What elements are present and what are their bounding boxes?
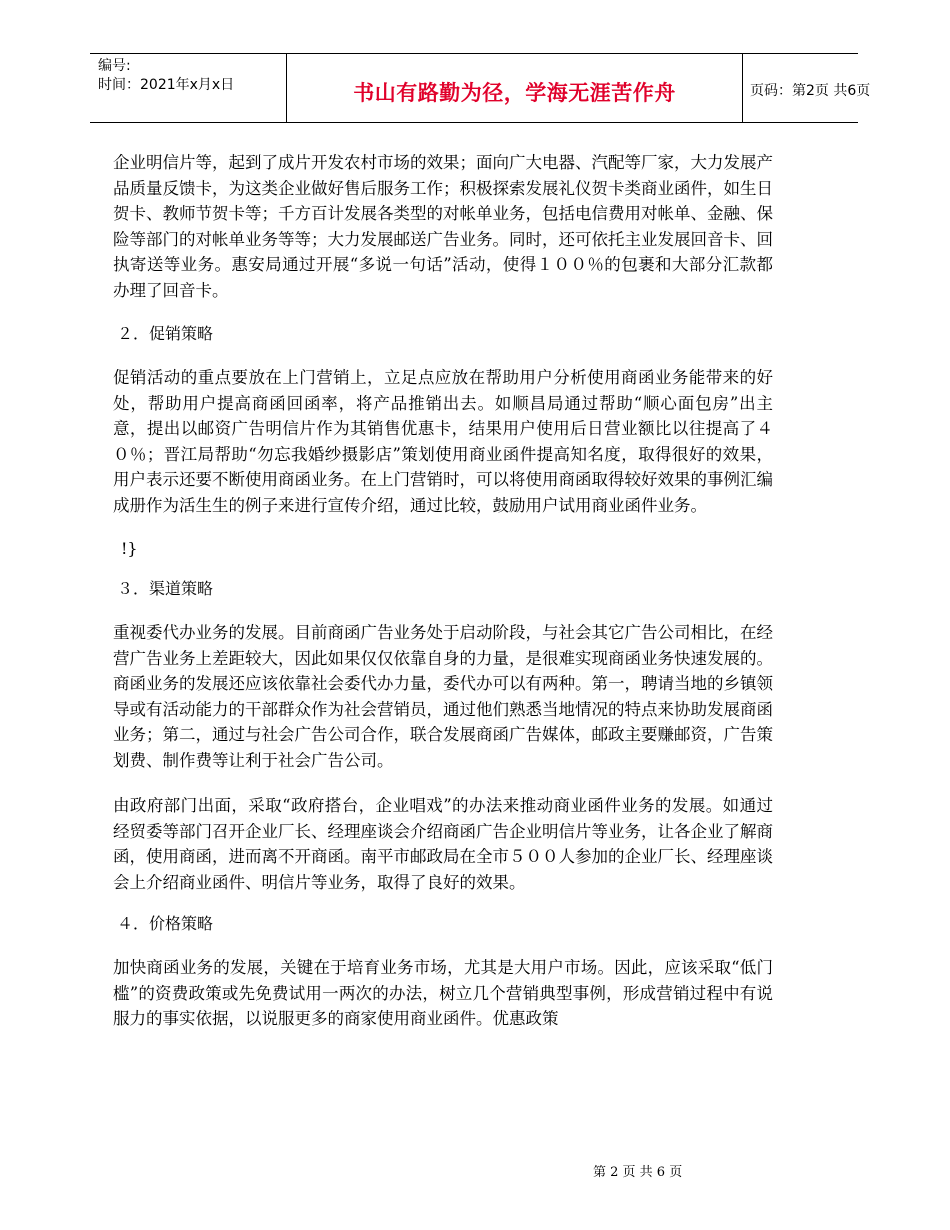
header-motto-cell	[286, 54, 743, 122]
document-time: 时间：2021年x月x日	[98, 77, 235, 93]
paragraph-promotion: 促销活动的重点要放在上门营销上，立足点应放在帮助用户分析使用商函业务能带来的好处，帮助用户提高商函回函率，将产品推销出去。如顺昌局通过帮助“顺心面包房”出主意，提出以邮资广告明信片作为其销售优惠卡，结果用户使用后日营业额比以往提高了４０％；晋江局帮助“勿忘我婚纱摄影店”策划使用商业函件提高知名度，取得很好的效果，用户表示还要不断使用商函业务。在上门营销时，可以将使用商函取得较好效果的事例汇编成册作为活生生的例子来进行宣传介绍，通过比较，鼓励用户试用商业函件业务。	[113, 368, 773, 515]
page-header	[90, 53, 871, 123]
section-heading-promotion: ２．促销策略	[117, 324, 214, 343]
page-footer: 第 2 页 共 6 页	[593, 1165, 683, 1180]
document-body	[113, 150, 773, 1032]
header-motto: 书山有路勤为径，学海无涯苦作舟	[353, 81, 676, 105]
header-meta	[90, 54, 286, 122]
header-page-code: 页码：第2页 共6页	[750, 83, 871, 99]
paragraph-1: 企业明信片等，起到了成片开发农村市场的效果；面向广大电器、汽配等厂家，大力发展产品质量反馈卡，为这类企业做好售后服务工作；积极探索发展礼仪贺卡类商业函件，如生日贺卡、教师节贺卡等；千方百计发展各类型的对帐单业务，包括电信费用对帐单、金融、保险等部门的对帐单业务等等；大力发展邮送广告业务。同时，还可依托主业发展回音卡、回执寄送等业务。惠安局通过开展“多说一句话”活动，使得１００％的包裹和大部分汇款都办理了回音卡。	[113, 153, 773, 300]
section-heading-price: ４．价格策略	[117, 914, 214, 933]
header-page-cell	[742, 54, 871, 122]
document-number-label: 编号:	[98, 58, 131, 74]
paragraph-channel-1: 重视委代办业务的发展。目前商函广告业务处于启动阶段，与社会其它广告公司相比，在经营广告业务上差距较大，因此如果仅仅依靠自身的力量，是很难实现商函业务快速发展的。商函业务的发展还应该依靠社会委代办力量，委代办可以有两种。第一，聘请当地的乡镇领导或有活动能力的干部群众作为社会营销员，通过他们熟悉当地情况的特点来协助发展商函业务；第二，通过与社会广告公司合作，联合发展商函广告媒体，邮政主要赚邮资，广告策划费、制作费等让利于社会广告公司。	[113, 623, 773, 770]
paragraph-channel-2: 由政府部门出面，采取“政府搭台，企业唱戏”的办法来推动商业函件业务的发展。如通过经贸委等部门召开企业厂长、经理座谈会介绍商函广告企业明信片等业务，让各企业了解商函，使用商函，进而离不开商函。南平市邮政局在全市５００人参加的企业厂长、经理座谈会上介绍商业函件、明信片等业务，取得了良好的效果。	[113, 796, 773, 892]
section-heading-channel: ３．渠道策略	[117, 579, 214, 598]
paragraph-price: 加快商函业务的发展，关键在于培育业务市场，尤其是大用户市场。因此，应该采取“低门槛”的资费政策或先免费试用一两次的办法，树立几个营销典型事例，形成营销过程中有说服力的事实依据，以说服更多的商家使用商业函件。优惠政策	[113, 958, 773, 1028]
stray-text: !}	[121, 539, 138, 558]
